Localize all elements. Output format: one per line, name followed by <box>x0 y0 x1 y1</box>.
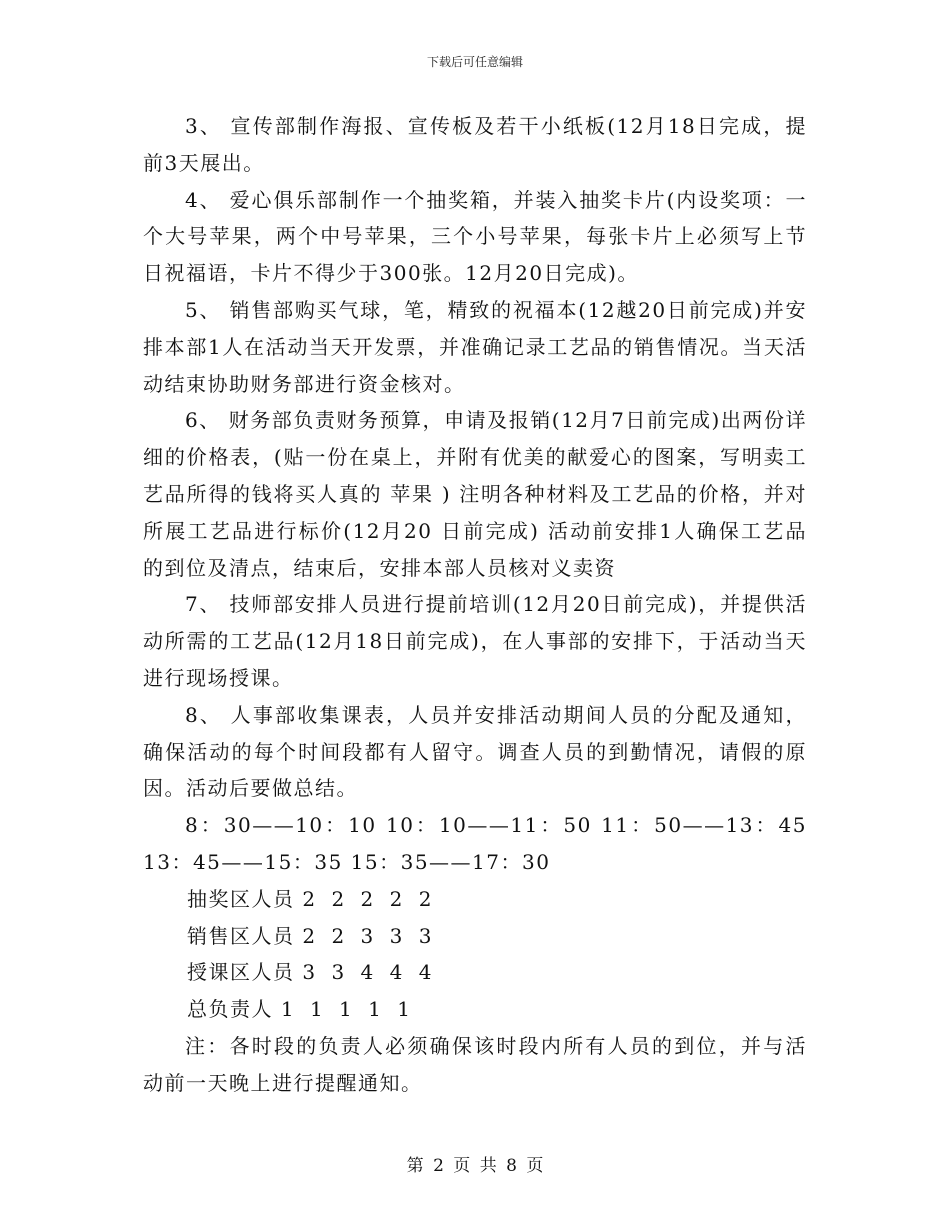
paragraph-item-3: 3、 宣传部制作海报、宣传板及若干小纸板(12月18日完成，提前3天展出。 <box>143 114 807 175</box>
schedule-row-counts: 2 2 3 3 3 <box>302 923 437 948</box>
paragraph-item-7: 7、 技师部安排人员进行提前培训(12月20日前完成)，并提供活动所需的工艺品(12月18日前完成)，在人事部的安排下，于活动当天进行现场授课。 <box>143 592 807 690</box>
schedule-row-sales <box>143 918 807 955</box>
schedule-row-label: 授课区人员 <box>187 960 295 985</box>
schedule-time-slots: 8：30——10：10 10：10——11：50 11：50——13：45 13：45——15：35 15：35——17：30 <box>143 813 807 874</box>
paragraph-item-5: 5、 销售部购买气球，笔，精致的祝福本(12越20日前完成)并安排本部1人在活动当天开发票，并准确记录工艺品的销售情况。当天活动结束协助财务部进行资金核对。 <box>143 297 807 396</box>
schedule-row-label: 销售区人员 <box>187 923 295 948</box>
page-number-footer: 第 2 页 共 8 页 <box>406 1156 544 1176</box>
schedule-row-counts: 2 2 2 2 2 <box>302 886 437 911</box>
schedule-row-manager <box>143 991 807 1028</box>
schedule-row-teaching <box>143 954 807 991</box>
schedule-row-label: 总负责人 <box>187 997 273 1022</box>
schedule-row-counts: 3 3 4 4 4 <box>302 960 437 985</box>
page-header: 下载后可任意编辑 <box>426 55 523 69</box>
schedule-row-lottery <box>143 881 807 918</box>
paragraph-item-4: 4、 爱心俱乐部制作一个抽奖箱，并装入抽奖卡片(内设奖项：一个大号苹果，两个中号苹果，三个小号苹果，每张卡片上必须写上节日祝福语，卡片不得少于300张。12月20日完成)。 <box>143 187 807 286</box>
schedule-row-counts: 1 1 1 1 1 <box>280 997 415 1022</box>
paragraph-item-8: 8、 人事部收集课表，人员并安排活动期间人员的分配及通知，确保活动的每个时间段都有人留守。调查人员的到勤情况，请假的原因。活动后要做总结。 <box>143 702 807 801</box>
document-body <box>143 108 807 1102</box>
paragraph-item-6: 6、 财务部负责财务预算，申请及报销(12月7日前完成)出两份详细的价格表，(贴一份在桌上，并附有优美的献爱心的图案，写明卖工艺品所得的钱将买人真的 苹果 ) 注明各种材料及工艺品的价格，并对所展工艺品进行标价(12月20 日前完成) 活动前安排1人确保工艺品的到位及清点，结束后，安排本部人员核对义卖资 <box>143 408 807 580</box>
schedule-row-label: 抽奖区人员 <box>187 886 295 911</box>
note-paragraph: 注：各时段的负责人必须确保该时段内所有人员的到位，并与活动前一天晚上进行提醒通知。 <box>143 1033 807 1095</box>
